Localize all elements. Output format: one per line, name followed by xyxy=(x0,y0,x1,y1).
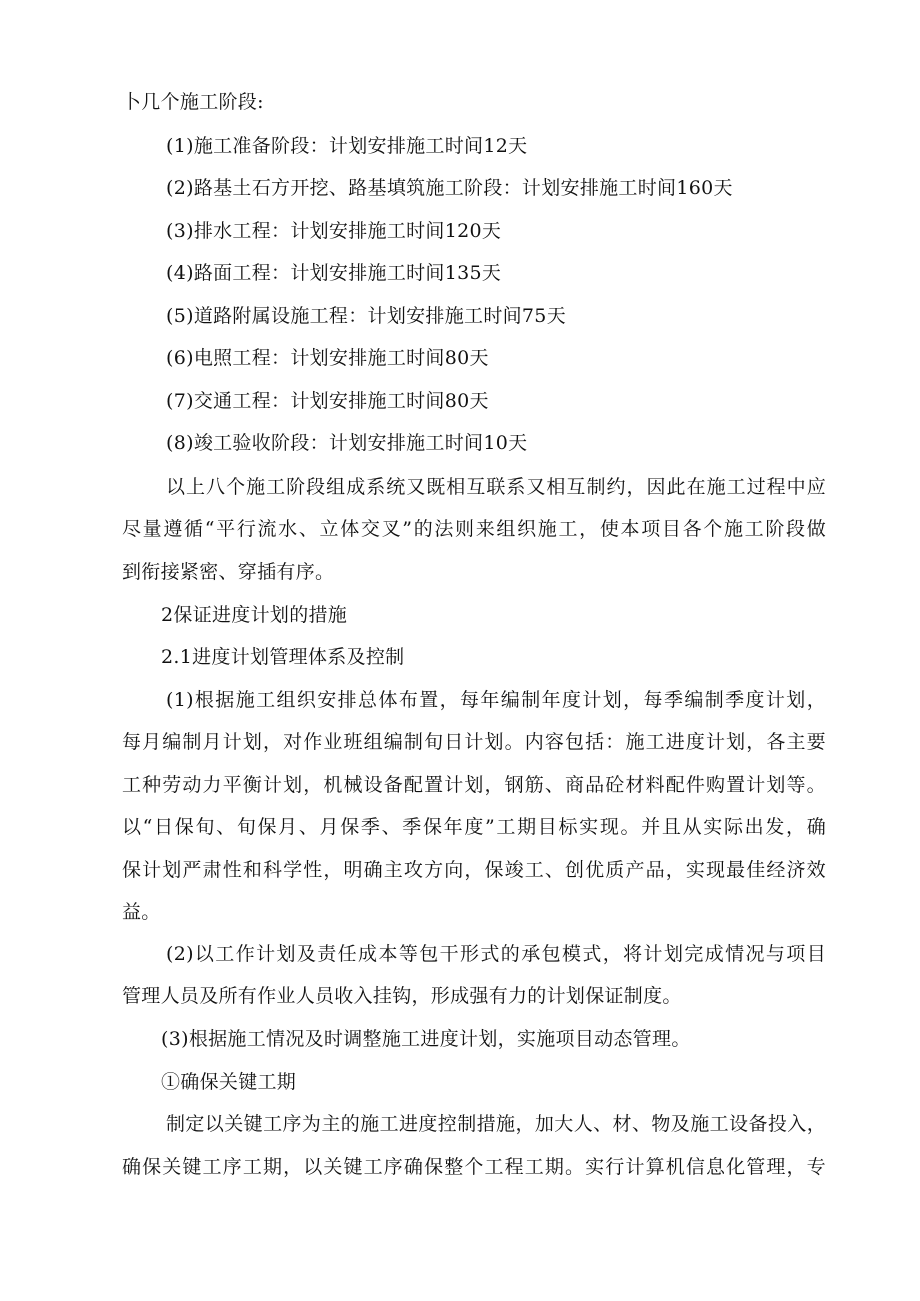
para-1-line-5: 保计划严肃性和科学性，明确主攻方向，保竣工、创优质产品，实现最佳经济效 xyxy=(122,859,826,881)
para-4-line-1: 制定以关键工序为主的施工进度控制措施，加大人、材、物及施工设备投入， xyxy=(166,1113,826,1135)
summary-line-3: 到衔接紧密、穿插有序。 xyxy=(122,561,335,583)
para-1-line-2: 每月编制月计划，对作业班组编制旬日计划。内容包括：施工进度计划，各主要 xyxy=(122,731,826,753)
para-1-line-1: (1)根据施工组织安排总体布置，每年编制年度计划，每季编制季度计划， xyxy=(166,689,826,711)
para-3: (3)根据施工情况及时调整施工进度计划，实施项目动态管理。 xyxy=(161,1028,691,1050)
para-2-line-2: 管理人员及所有作业人员收入挂钩，形成强有力的计划保证制度。 xyxy=(122,985,682,1007)
para-2-line-1: (2)以工作计划及责任成本等包干形式的承包模式，将计划完成情况与项目 xyxy=(166,943,826,965)
para-4-line-2: 确保关键工序工期，以关键工序确保整个工程工期。实行计算机信息化管理，专 xyxy=(122,1156,826,1178)
phase-3: (3)排水工程：计划安排施工时间120天 xyxy=(166,220,502,242)
para-1-line-4: 以“日保旬、旬保月、月保季、季保年度”工期目标实现。并且从实际出发，确 xyxy=(122,816,826,838)
phase-7: (7)交通工程：计划安排施工时间80天 xyxy=(166,390,489,412)
section-heading-2: 2保证进度计划的措施 xyxy=(161,604,348,626)
para-1-line-6: 益。 xyxy=(122,901,161,923)
summary-line-2: 尽量遵循“平行流水、立体交叉”的法则来组织施工，使本项目各个施工阶段做 xyxy=(122,518,826,540)
phase-5: (5)道路附属设施工程：计划安排施工时间75天 xyxy=(166,305,566,327)
sub-heading-key-period: ①确保关键工期 xyxy=(161,1071,297,1093)
intro-line: 卜几个施工阶段: xyxy=(122,91,264,113)
phase-4: (4)路面工程：计划安排施工时间135天 xyxy=(166,262,502,284)
phase-8: (8)竣工验收阶段：计划安排施工时间10天 xyxy=(166,432,528,454)
phase-2: (2)路基土石方开挖、路基填筑施工阶段：计划安排施工时间160天 xyxy=(166,177,733,199)
summary-line-1: 以上八个施工阶段组成系统又既相互联系又相互制约，因此在施工过程中应 xyxy=(166,476,826,498)
phase-1: (1)施工准备阶段：计划安排施工时间12天 xyxy=(166,135,528,157)
para-1-line-3: 工种劳动力平衡计划，机械设备配置计划，钢筋、商品砼材料配件购置计划等。 xyxy=(122,774,826,796)
phase-6: (6)电照工程：计划安排施工时间80天 xyxy=(166,347,489,369)
section-heading-2-1: 2.1进度计划管理体系及控制 xyxy=(161,646,405,668)
